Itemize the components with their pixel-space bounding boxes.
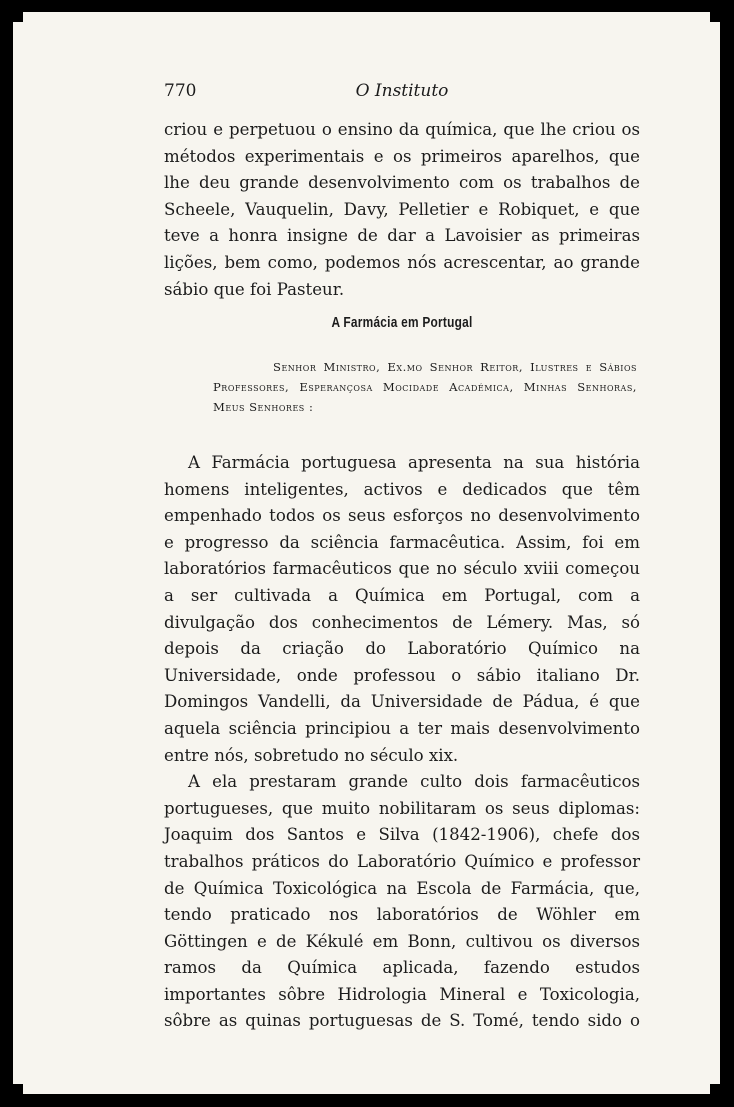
body-paragraph: A ela prestaram grande culto dois farmacêuticos portugueses, que muito nobilitaram os seus diplomas: Joaquim dos Santos e Silva (1842-1906), chefe dos trabalhos práticos do Laboratório Químico e professor de Química Toxicológica na Escola de Farmácia, que, tendo praticado nos laboratórios de Wöhler em Göttingen e de Kékulé em Bonn, cultivou os diversos ramos da Química aplicada, fazendo estudos importantes sôbre Hidrologia Mineral e Toxicologia, sôbre as quinas portuguesas de S. Tomé, tendo sido o (164, 772, 640, 1031)
section-title: A Farmácia em Portugal (331, 315, 473, 331)
body-paragraph: A Farmácia portuguesa apresenta na sua história homens inteligentes, activos e dedicados que têm empenhado todos os seus esforços no desenvolvimento e progresso da sciência farmacêutica. Assim, foi em laboratórios farmacêuticos que no século xviii começou a ser cultivada a Química em Portugal, com a divulgação dos conhecimentos de Lémery. Mas, só depois da criação do Laboratório Químico na Universidade, onde professou o sábio italiano Dr. Domingos Vandelli, da Universidade de Pádua, é que aquela sciência principiou a ter mais desenvolvimento entre nós, sobretudo no século xix. (164, 453, 640, 765)
body-text (164, 450, 640, 1035)
continuation-paragraph: criou e perpetuou o ensino da química, que lhe criou os métodos experimentais e os primeiros aparelhos, que lhe deu grande desenvolvimento com os trabalhos de Scheele, Vauquelin, Davy, Pelletier e Robiquet, e que teve a honra insigne de dar a Lavoisier as primeiras lições, bem como, podemos nós acrescentar, ao grande sábio que foi Pasteur. (164, 120, 640, 299)
scan-corner-mark (710, 12, 720, 22)
running-title: O Instituto (355, 81, 449, 101)
salutation-address: Senhor Ministro, Ex.mo Senhor Reitor, Ilustres e Sábios Professores, Esperançosa Mocidade Académica, Minhas Senhoras, Meus Senhores : (213, 360, 637, 414)
scan-corner-mark (13, 1084, 23, 1094)
scan-corner-mark (710, 1084, 720, 1094)
page-number: 770 (164, 81, 197, 101)
scan-corner-mark (13, 12, 23, 22)
page-header (164, 79, 640, 103)
continuation-paragraph-block (164, 117, 640, 303)
document-page (13, 12, 720, 1094)
